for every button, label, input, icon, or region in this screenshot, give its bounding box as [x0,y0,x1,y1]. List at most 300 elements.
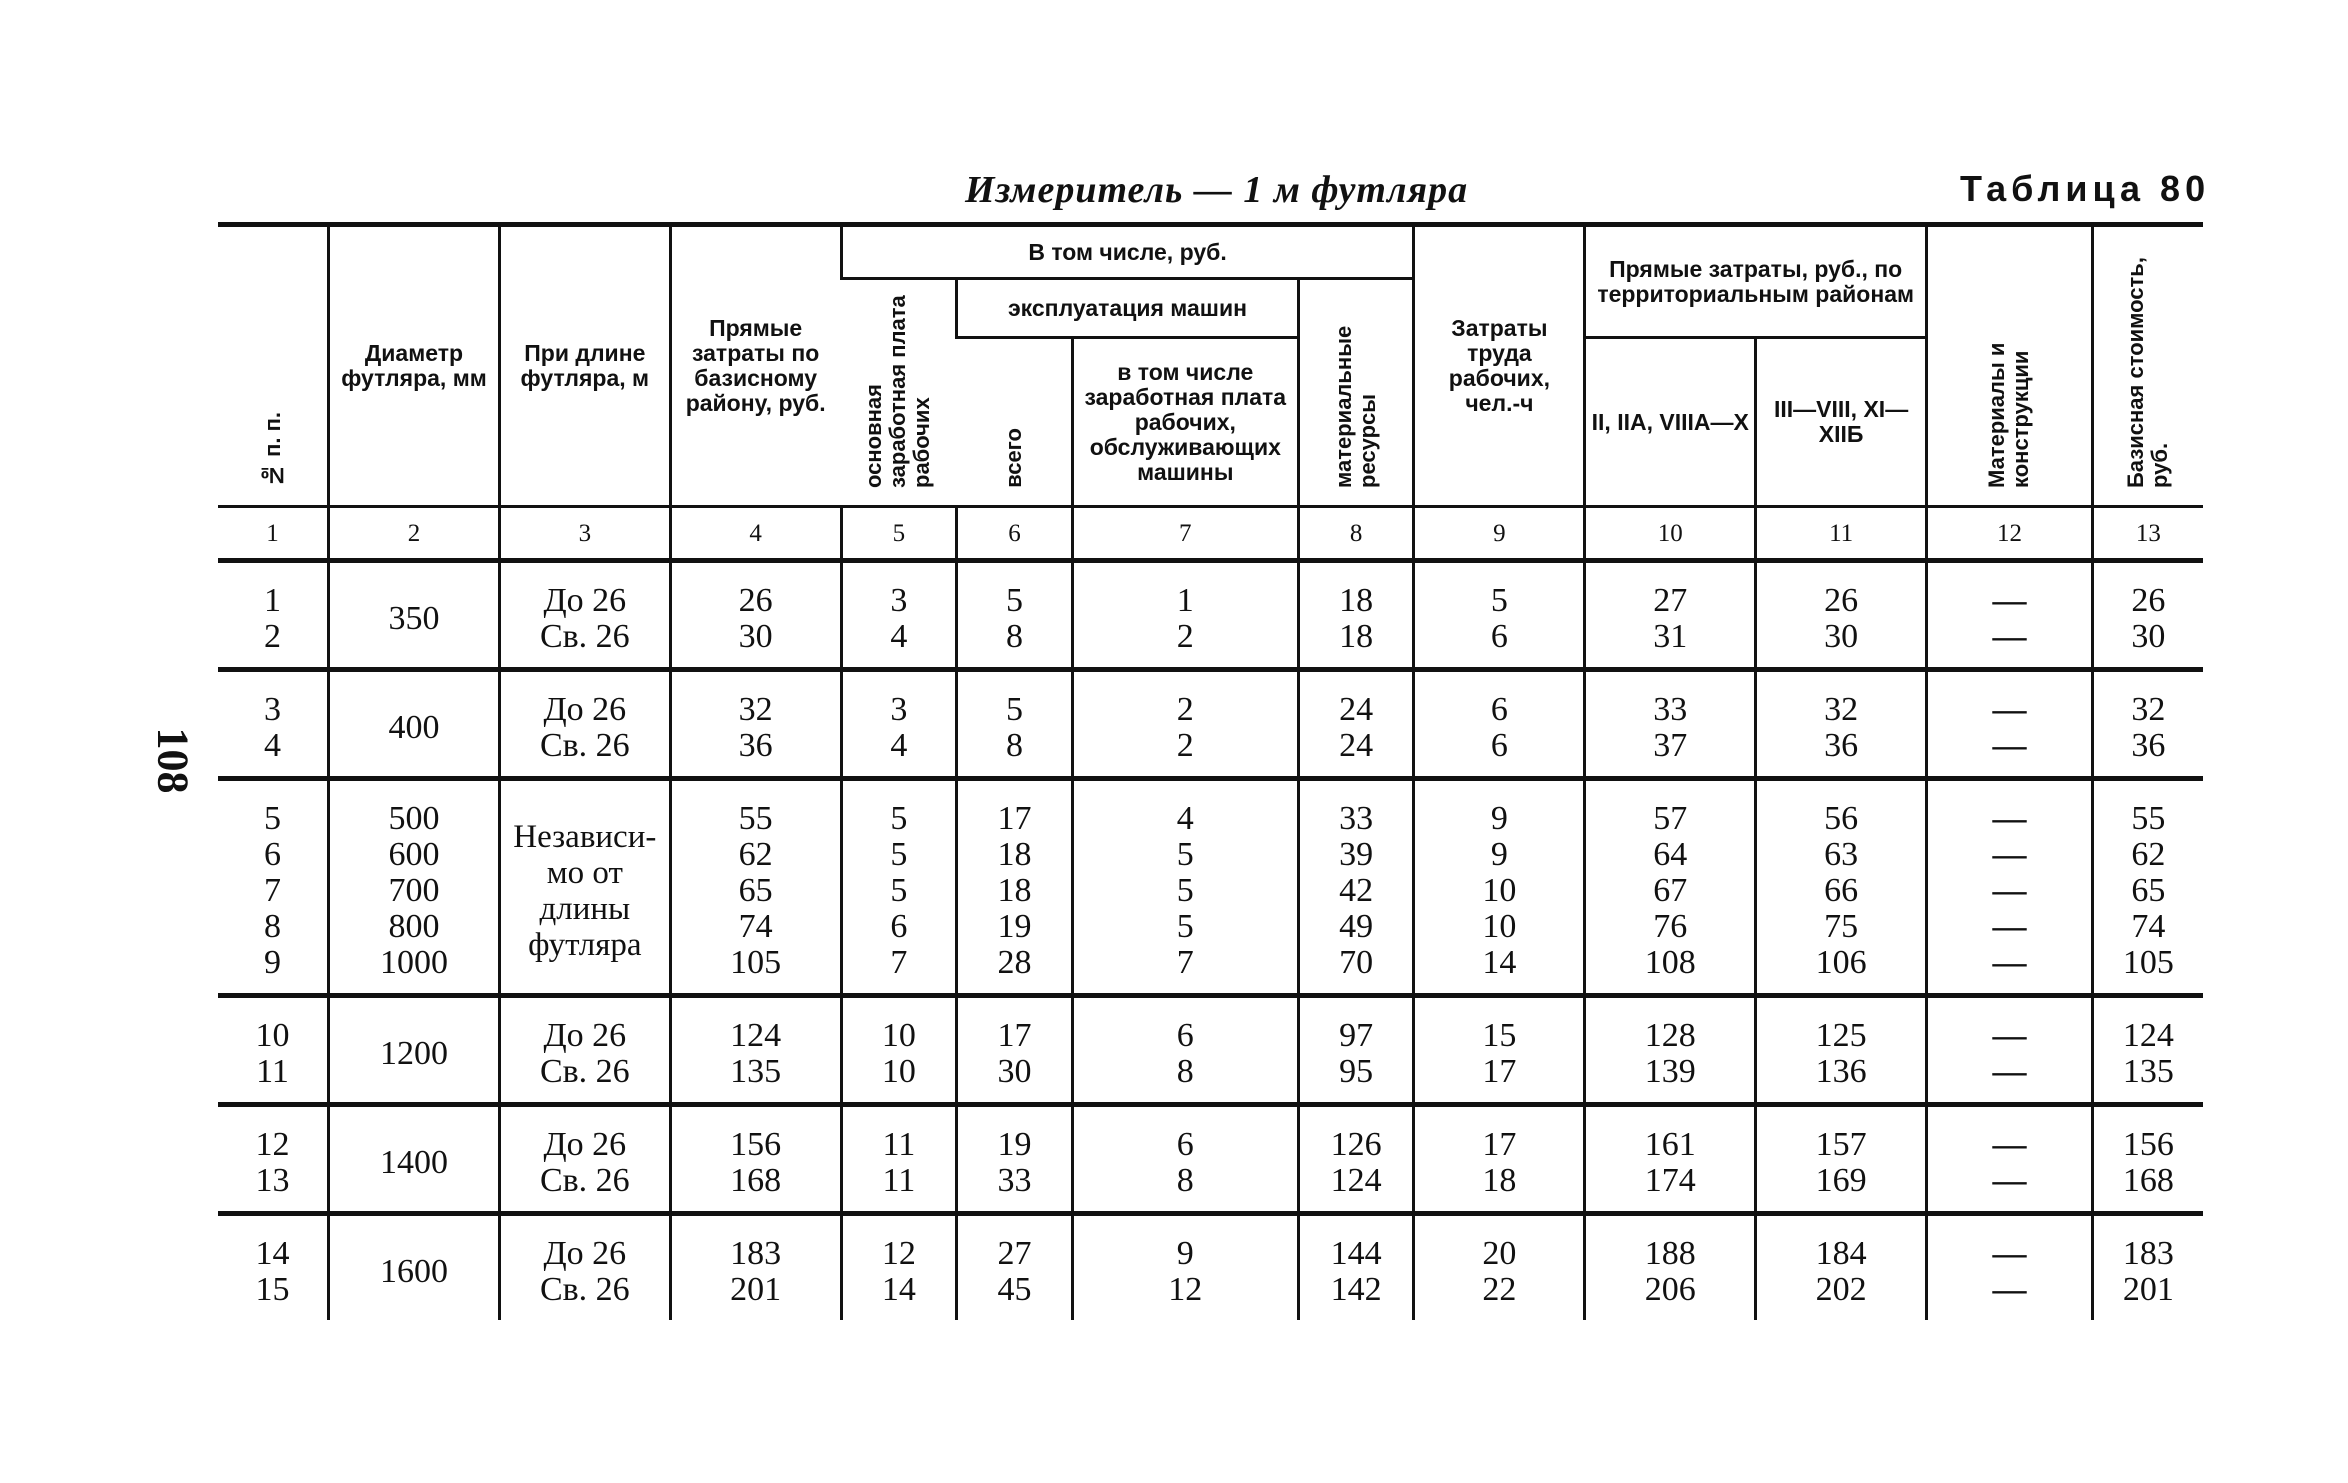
cell-line: 184 [1815,1235,1867,1272]
cell-line: — [1992,691,2027,728]
cell-line: 105 [2122,944,2174,981]
cell-line: 7 [890,944,908,981]
cell-line: 5 [264,800,282,837]
cell-line: 8 [264,908,282,945]
cell-region-a [1585,670,1756,779]
cell-line: 2 [1176,618,1194,655]
cell-line: 9 [264,944,282,981]
cell-line: 183 [2122,1235,2174,1272]
cell-machines-total [957,779,1073,996]
cell-diameter: 350 [329,561,500,670]
cell-line: 11 [882,1162,916,1199]
cell-line: 124 [1330,1162,1382,1199]
cell-line: 14 [255,1235,290,1272]
cost-table [218,222,2203,1320]
cell-line: 18 [1339,618,1374,655]
cell-direct-base [670,1105,841,1214]
cell-line: 30 [1824,618,1859,655]
cell-line: 10 [881,1017,916,1054]
cell-diameter: 1600 [329,1214,500,1321]
cell-line: 9 [1176,1235,1194,1272]
cell-length [499,1214,670,1321]
cell-line: 42 [1339,872,1374,909]
cell-line: — [1992,582,2027,619]
cell-region-a [1585,1105,1756,1214]
column-number: 7 [1072,507,1298,561]
cell-materials-res [1298,670,1414,779]
cell-wages [841,1105,957,1214]
cell-diameter: 1200 [329,996,500,1105]
cell-line: 500 [388,800,440,837]
header-diameter: Диаметр футляра, мм [329,225,500,507]
cell-base-cost [2092,1214,2203,1321]
cell-line: 18 [997,836,1032,873]
cell-line: 65 [2131,872,2166,909]
cell-line: 27 [997,1235,1032,1272]
cell-line: 19 [997,1126,1032,1163]
cell-direct-base [670,561,841,670]
cell-materials-constr [1927,561,2093,670]
cell-line: 17 [1482,1053,1517,1090]
cell-line: 144 [1330,1235,1382,1272]
cell-machines-wages [1072,1105,1298,1214]
cell-direct-base [670,996,841,1105]
cell-line: — [1992,618,2027,655]
cell-row-number [218,561,329,670]
cell-line: 10 [255,1017,290,1054]
cell-line: 5 [1490,582,1508,619]
cell-line: 136 [1815,1053,1867,1090]
measure-caption: Измеритель — 1 м футляра [965,169,1469,211]
cell-line: 600 [388,836,440,873]
cell-line: — [1992,1017,2027,1054]
cell-wages [841,779,957,996]
cell-line: 183 [730,1235,782,1272]
table-row-group [218,996,2203,1105]
cell-line: 30 [997,1053,1032,1090]
cell-line: 26 [1824,582,1859,619]
header-machines-wages: в том числе заработная плата рабочих, обслуживающих машины [1072,338,1298,507]
cell-line: — [1992,908,2027,945]
cell-line: — [1992,1271,2027,1308]
cell-line: 14 [881,1271,916,1308]
cell-materials-res [1298,561,1414,670]
cell-line: До 26 [543,691,627,728]
cell-machines-wages [1072,779,1298,996]
cell-machines-total [957,1214,1073,1321]
cell-line: 6 [1490,691,1508,728]
cell-line: 126 [1330,1126,1382,1163]
cell-line: 124 [730,1017,782,1054]
cell-line: 105 [730,944,782,981]
cell-machines-total [957,996,1073,1105]
cell-line: 201 [2122,1271,2174,1308]
cell-length [499,779,670,996]
column-number: 10 [1585,507,1756,561]
cell-line: 125 [1815,1017,1867,1054]
column-number: 6 [957,507,1073,561]
cell-line: мо от [546,855,623,891]
cell-row-number [218,779,329,996]
cell-materials-res [1298,779,1414,996]
cell-line: 5 [1005,582,1023,619]
cell-line: 4 [1176,800,1194,837]
cell-line: 6 [1490,618,1508,655]
cell-line: 12 [255,1126,290,1163]
cell-line: длины [539,891,631,927]
cell-line: 8 [1005,727,1023,764]
cell-line: 800 [388,908,440,945]
cell-line: 106 [1815,944,1867,981]
cell-machines-total [957,561,1073,670]
table-row-group [218,779,2203,996]
cell-line: 36 [2131,727,2166,764]
cell-line: 5 [890,836,908,873]
cell-base-cost [2092,996,2203,1105]
cell-line: 17 [997,1017,1032,1054]
cell-line: 12 [1168,1271,1203,1308]
cell-line: 5 [890,872,908,909]
cell-line: 108 [1644,944,1696,981]
cell-line: 139 [1644,1053,1696,1090]
cell-line: 6 [1490,727,1508,764]
cell-row-number [218,670,329,779]
cell-region-b [1756,561,1927,670]
column-number: 8 [1298,507,1414,561]
cell-line: До 26 [543,1126,627,1163]
header-including: В том числе, руб. [841,225,1414,279]
page-number: 108 [148,727,198,794]
cell-line: 124 [2122,1017,2174,1054]
table-row-group [218,1105,2203,1214]
cell-line: 63 [1824,836,1859,873]
cell-machines-total [957,1105,1073,1214]
cell-labor [1414,670,1585,779]
cell-line: 11 [882,1126,916,1163]
cell-line: 6 [1176,1017,1194,1054]
cell-line: 135 [2122,1053,2174,1090]
cell-line: 17 [997,800,1032,837]
cell-direct-base [670,779,841,996]
cell-line: Св. 26 [539,1271,630,1308]
cell-row-number [218,1105,329,1214]
cell-wages [841,561,957,670]
cell-region-b [1756,1214,1927,1321]
cell-line: 188 [1644,1235,1696,1272]
cell-labor [1414,1105,1585,1214]
header-direct-regions: Прямые затраты, руб., по территориальным районам [1585,225,1927,338]
cell-line: 5 [1176,872,1194,909]
cell-line: — [1992,872,2027,909]
cell-materials-res [1298,1105,1414,1214]
cell-line: — [1992,800,2027,837]
cell-line: 70 [1339,944,1374,981]
cell-line: 65 [738,872,773,909]
cell-line: 156 [2122,1126,2174,1163]
cell-line: 9 [1490,836,1508,873]
cell-line: 24 [1339,727,1374,764]
cell-line: 168 [730,1162,782,1199]
cell-line: 19 [997,908,1032,945]
cell-line: — [1992,836,2027,873]
cell-line: 20 [1482,1235,1517,1272]
cell-line: 49 [1339,908,1374,945]
table-row-group [218,670,2203,779]
cell-line: Независи- [513,819,657,855]
cell-line: 24 [1339,691,1374,728]
cell-length [499,1105,670,1214]
cell-line: 1 [264,582,282,619]
cell-line: Св. 26 [539,618,630,655]
cell-region-a [1585,779,1756,996]
cell-line: 169 [1815,1162,1867,1199]
cell-line: 5 [1176,836,1194,873]
cell-line: 55 [738,800,773,837]
cell-line: До 26 [543,1017,627,1054]
cell-base-cost [2092,1105,2203,1214]
cell-materials-constr [1927,670,2093,779]
cell-line: 6 [1176,1126,1194,1163]
cell-row-number [218,1214,329,1321]
cell-line: 56 [1824,800,1859,837]
table-row-group [218,1214,2203,1321]
cell-line: До 26 [543,582,627,619]
cell-base-cost [2092,670,2203,779]
cell-line: 62 [738,836,773,873]
cell-labor [1414,1214,1585,1321]
cell-line: 3 [890,582,908,619]
cell-line: 66 [1824,872,1859,909]
header-wages: основная заработная плата рабочих [861,295,935,488]
cell-line: 1000 [379,944,448,981]
cell-line: 5 [1176,908,1194,945]
cell-line: 8 [1176,1053,1194,1090]
column-number-row [218,507,2203,561]
cell-region-b [1756,1105,1927,1214]
cell-line: 39 [1339,836,1374,873]
cell-line: 62 [2131,836,2166,873]
cell-labor [1414,561,1585,670]
cell-line: 32 [2131,691,2166,728]
cell-line: 33 [1339,800,1374,837]
cell-length [499,670,670,779]
table-row-group [218,561,2203,670]
cell-line: 22 [1482,1271,1517,1308]
cell-line: 12 [881,1235,916,1272]
cell-diameter [329,779,500,996]
cell-line: 201 [730,1271,782,1308]
cell-line: 161 [1644,1126,1696,1163]
cell-line: 33 [1653,691,1688,728]
header-materials-res: материальные ресурсы [1298,279,1414,507]
cell-materials-constr [1927,779,2093,996]
column-number: 12 [1927,507,2093,561]
cell-region-a [1585,1214,1756,1321]
cell-line: 156 [730,1126,782,1163]
cell-line: 2 [1176,691,1194,728]
cell-line: 26 [2131,582,2166,619]
cell-line: 5 [890,800,908,837]
cell-materials-constr [1927,1105,2093,1214]
cell-line: Св. 26 [539,727,630,764]
cell-line: 10 [1482,908,1517,945]
cell-line: 55 [2131,800,2166,837]
cell-wages [841,1214,957,1321]
cell-line: 57 [1653,800,1688,837]
table-label: Таблица 80 [1960,168,2211,209]
cell-machines-wages [1072,996,1298,1105]
cell-line: 30 [738,618,773,655]
column-number: 5 [841,507,957,561]
header-region-b: III—VIII, XI—XIIБ [1756,338,1927,507]
cell-diameter: 1400 [329,1105,500,1214]
cell-line: 128 [1644,1017,1696,1054]
cell-line: 13 [255,1162,290,1199]
cell-line: 10 [1482,872,1517,909]
column-number: 1 [218,507,329,561]
cell-region-b [1756,996,1927,1105]
column-number: 3 [499,507,670,561]
cell-direct-base [670,1214,841,1321]
cell-line: 32 [738,691,773,728]
cell-materials-constr [1927,996,2093,1105]
cell-line: 32 [1824,691,1859,728]
cell-line: 2 [264,618,282,655]
cell-line: 6 [264,836,282,873]
table-body [218,561,2203,1321]
header-labor: Затраты труда рабочих, чел.-ч [1414,225,1585,507]
cell-line: 18 [997,872,1032,909]
cell-line: — [1992,1162,2027,1199]
cell-region-a [1585,996,1756,1105]
column-number: 13 [2092,507,2203,561]
cell-line: 17 [1482,1126,1517,1163]
cell-line: 8 [1176,1162,1194,1199]
cell-base-cost [2092,779,2203,996]
cell-machines-wages [1072,670,1298,779]
cell-line: 15 [255,1271,290,1308]
cell-line: 75 [1824,908,1859,945]
cell-base-cost [2092,561,2203,670]
header-length: При длине футляра, м [499,225,670,507]
cell-line: 74 [738,908,773,945]
cell-line: 31 [1653,618,1688,655]
cell-line: 15 [1482,1017,1517,1054]
column-number: 11 [1756,507,1927,561]
cell-line: 4 [890,618,908,655]
cell-line: 3 [264,691,282,728]
cell-line: 174 [1644,1162,1696,1199]
cell-length [499,996,670,1105]
cell-row-number [218,996,329,1105]
cell-line: 7 [1176,944,1194,981]
cell-line: 97 [1339,1017,1374,1054]
cell-machines-total [957,670,1073,779]
cell-line: — [1992,1235,2027,1272]
header-region-a: II, IIА, VIIIА—Х [1585,338,1756,507]
cell-line: 14 [1482,944,1517,981]
cell-line: 18 [1482,1162,1517,1199]
cell-line: 202 [1815,1271,1867,1308]
cell-line: 4 [264,727,282,764]
cell-direct-base [670,670,841,779]
cell-line: 5 [1005,691,1023,728]
cell-line: 700 [388,872,440,909]
header-base-cost: Базисная стоимость, руб. [2092,225,2203,507]
cell-line: 8 [1005,618,1023,655]
cell-line: 3 [890,691,908,728]
column-number: 2 [329,507,500,561]
cell-region-b [1756,670,1927,779]
cell-line: 30 [2131,618,2166,655]
header-num: № п. п. [259,411,285,488]
header-materials-constr: Материалы и конструкции [1927,225,2093,507]
cell-line: Св. 26 [539,1162,630,1199]
cell-line: 4 [890,727,908,764]
cell-materials-res [1298,996,1414,1105]
cell-line: 1 [1176,582,1194,619]
cell-diameter: 400 [329,670,500,779]
cell-line: 33 [997,1162,1032,1199]
cell-line: 135 [730,1053,782,1090]
cell-line: 10 [881,1053,916,1090]
cell-line: 27 [1653,582,1688,619]
cell-line: 6 [890,908,908,945]
cell-materials-res [1298,1214,1414,1321]
cell-machines-wages [1072,561,1298,670]
cell-line: 7 [264,872,282,909]
cell-line: — [1992,944,2027,981]
column-number: 9 [1414,507,1585,561]
cell-materials-constr [1927,1214,2093,1321]
header-machines: эксплуатация машин [957,279,1299,338]
cell-line: 26 [738,582,773,619]
cell-line: 28 [997,944,1032,981]
cell-line: 67 [1653,872,1688,909]
cell-region-b [1756,779,1927,996]
cell-wages [841,996,957,1105]
cell-line: 36 [738,727,773,764]
cell-line: 157 [1815,1126,1867,1163]
cell-line: — [1992,1053,2027,1090]
cell-line: 74 [2131,908,2166,945]
cell-line: 76 [1653,908,1688,945]
cell-line: 142 [1330,1271,1382,1308]
cell-machines-wages [1072,1214,1298,1321]
cell-line: 45 [997,1271,1032,1308]
cell-line: 64 [1653,836,1688,873]
cell-line: 36 [1824,727,1859,764]
cell-line: 95 [1339,1053,1374,1090]
cell-labor [1414,996,1585,1105]
cell-line: 11 [256,1053,289,1090]
header-machines-total: всего [1000,428,1026,488]
cell-line: 168 [2122,1162,2174,1199]
cell-line: — [1992,1126,2027,1163]
cell-line: До 26 [543,1235,627,1272]
header-direct-base: Прямые затраты по базисному району, руб. [670,225,841,507]
column-number: 4 [670,507,841,561]
cell-region-a [1585,561,1756,670]
cell-line: футляра [528,927,642,963]
cell-line: 2 [1176,727,1194,764]
cell-labor [1414,779,1585,996]
cell-line: Св. 26 [539,1053,630,1090]
cell-line: — [1992,727,2027,764]
cell-line: 9 [1490,800,1508,837]
cell-length [499,561,670,670]
cell-line: 18 [1339,582,1374,619]
